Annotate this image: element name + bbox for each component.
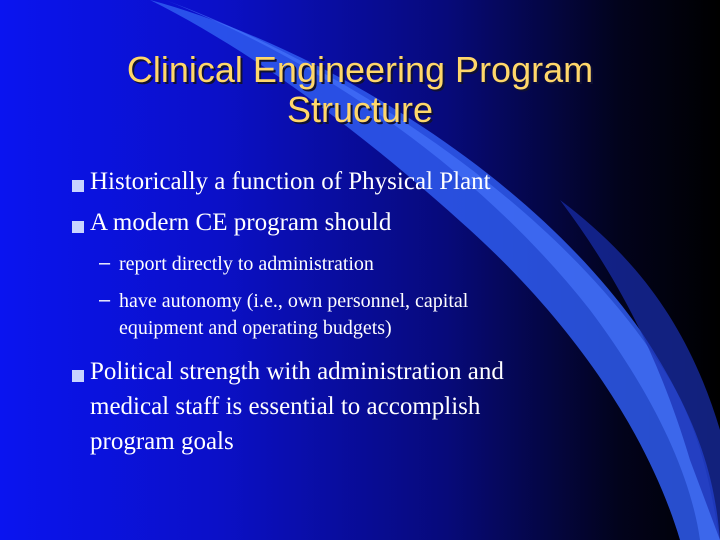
dash-icon: – bbox=[99, 252, 111, 274]
title-line-1: Clinical Engineering Program bbox=[126, 49, 594, 90]
sub-bullet-1: report directly to administration bbox=[119, 253, 374, 275]
bullet-icon bbox=[72, 221, 84, 233]
bullet-icon bbox=[72, 180, 84, 192]
slide-title bbox=[20, 50, 700, 130]
bullet-3-line-3: program goals bbox=[90, 428, 234, 455]
bullet-icon bbox=[72, 370, 84, 382]
bullet-3-line-2: medical staff is essential to accomplish bbox=[90, 393, 481, 420]
bullet-2: A modern CE program should bbox=[90, 209, 392, 236]
bullet-3-line-1: Political strength with administration and bbox=[90, 358, 504, 385]
sub-bullet-2-line-1: have autonomy (i.e., own personnel, capital bbox=[119, 290, 469, 312]
dash-icon: – bbox=[99, 289, 111, 311]
sub-bullet-2-line-2: equipment and operating budgets) bbox=[119, 317, 392, 339]
bullet-1: Historically a function of Physical Plant bbox=[90, 168, 491, 195]
title-line-2: Structure bbox=[286, 89, 434, 130]
